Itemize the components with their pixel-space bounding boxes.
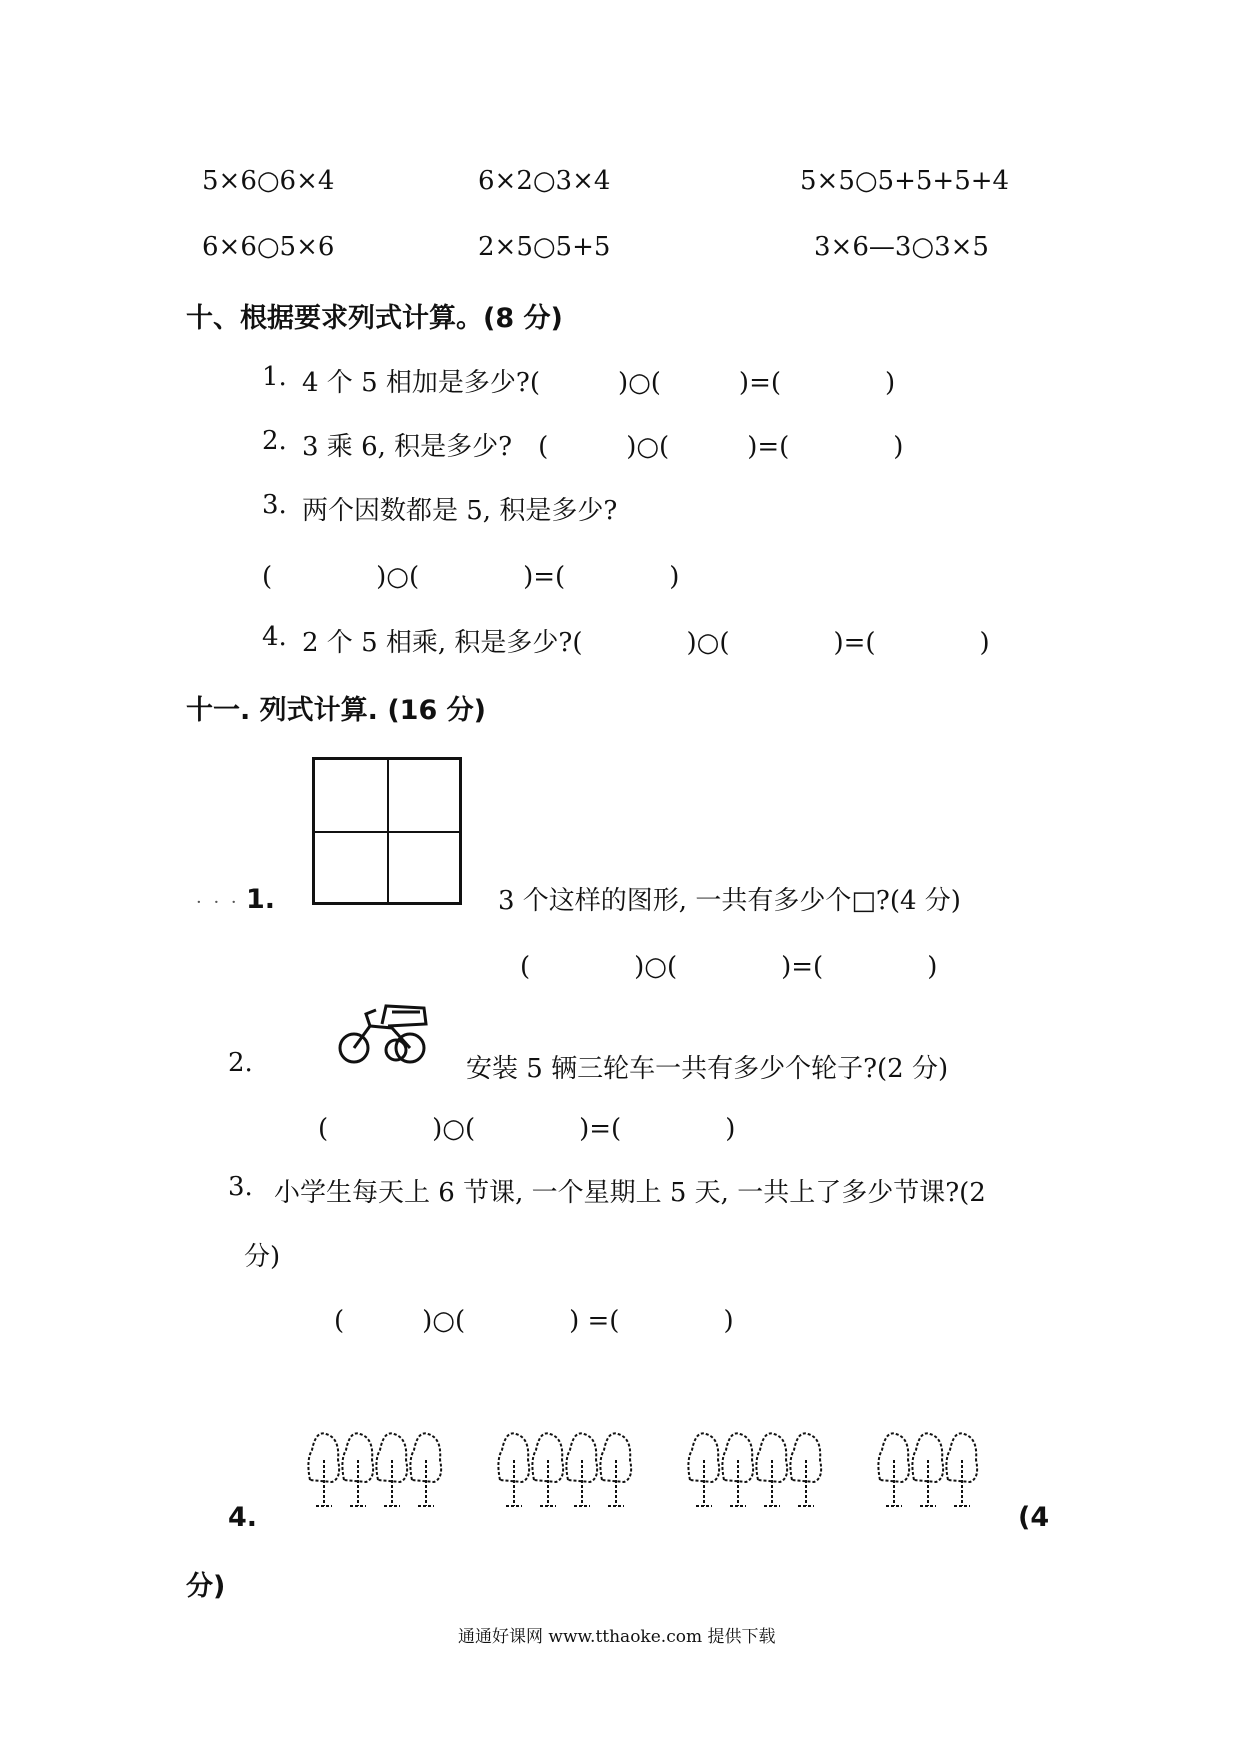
question-text: 3 乘 6, 积是多少? ( )○( )=( ): [302, 432, 904, 462]
question-number: 1.: [262, 362, 287, 392]
trees-illustration: [300, 1420, 1010, 1520]
question-number: 2.: [228, 1048, 253, 1078]
tricycle-icon: [336, 1000, 430, 1066]
question-number: 3.: [228, 1172, 253, 1202]
footer-text: 通通好课网 www.tthaoke.com 提供下载: [458, 1627, 776, 1647]
question-text: 4 个 5 相加是多少?( )○( )=( ): [302, 368, 896, 398]
compare-expr: 6×2○3×4: [478, 166, 611, 196]
answer-blank: ( )○( )=( ): [318, 1114, 736, 1144]
question-text: 2 个 5 相乘, 积是多少?( )○( )=( ): [302, 628, 990, 658]
question-number: 4.: [262, 622, 287, 652]
question-number: 1.: [246, 884, 276, 915]
leader-dots: · · ·: [196, 892, 240, 913]
question-text: 3 个这样的图形, 一共有多少个□?(4 分): [498, 886, 961, 916]
compare-expr: 5×5○5+5+5+4: [800, 166, 1010, 196]
question-points-continued: 分): [186, 1571, 226, 1602]
question-points: (4: [1018, 1502, 1050, 1533]
answer-blank: ( )○( )=( ): [520, 952, 938, 982]
section-title: 十、根据要求列式计算。(8 分): [186, 303, 563, 334]
square-grid-figure: [312, 757, 462, 905]
section-title: 十一. 列式计算. (16 分): [186, 695, 486, 726]
question-text-continued: 分): [244, 1242, 281, 1272]
question-text: 安装 5 辆三轮车一共有多少个轮子?(2 分): [466, 1054, 949, 1084]
compare-expr: 5×6○6×4: [202, 166, 335, 196]
compare-expr: 2×5○5+5: [478, 232, 611, 262]
answer-blank: ( )○( )=( ): [262, 562, 680, 592]
question-number: 3.: [262, 490, 287, 520]
question-number: 2.: [262, 426, 287, 456]
question-number: 4.: [228, 1502, 258, 1533]
question-text: 两个因数都是 5, 积是多少?: [302, 496, 618, 526]
question-text: 小学生每天上 6 节课, 一个星期上 5 天, 一共上了多少节课?(2: [274, 1178, 986, 1208]
answer-blank: ( )○( ) =( ): [334, 1306, 734, 1336]
compare-expr: 3×6—3○3×5: [814, 232, 989, 262]
compare-expr: 6×6○5×6: [202, 232, 335, 262]
